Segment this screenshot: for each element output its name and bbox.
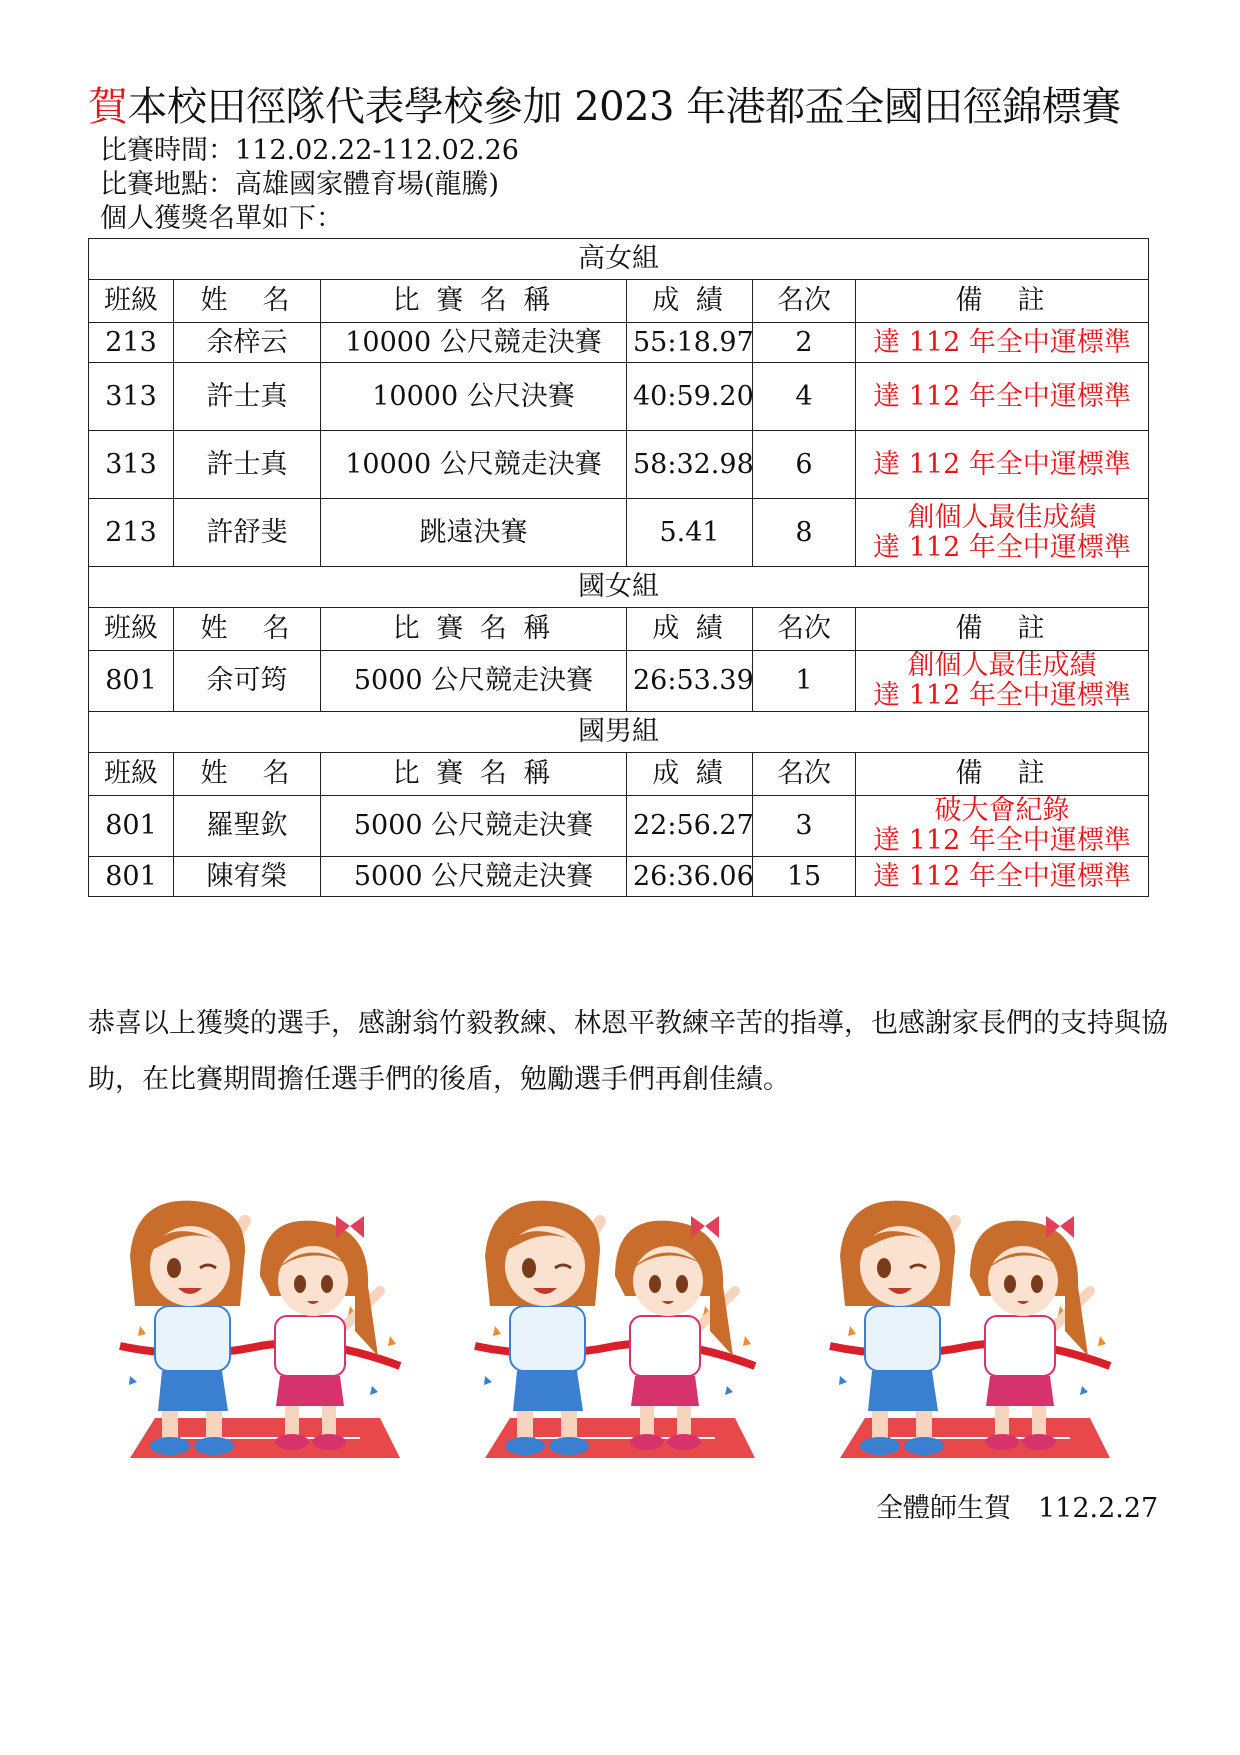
header-name: 姓 名: [174, 280, 321, 323]
signature: 全體師生賀 112.2.27: [876, 1493, 1159, 1524]
cell-event: 5000 公尺競走決賽: [321, 796, 627, 857]
cell-event: 跳遠決賽: [321, 499, 627, 567]
table-row: [89, 857, 1149, 897]
group-title: 國女組: [89, 567, 1149, 608]
cell-remark: [856, 857, 1149, 897]
cell-class: 801: [89, 796, 174, 857]
cell-name: 余梓云: [174, 323, 321, 363]
header-remark: 備 註: [856, 280, 1149, 323]
cell-remark: [856, 323, 1149, 363]
header-remark: 備 註: [856, 753, 1149, 796]
cell-name: 許士真: [174, 363, 321, 431]
cell-event: 5000 公尺競走決賽: [321, 857, 627, 897]
header-event: 比 賽 名 稱: [321, 753, 627, 796]
remark-line: 創個人最佳成績: [907, 650, 1097, 681]
cell-class: 213: [89, 499, 174, 567]
cell-rank: 8: [753, 499, 856, 567]
header-row: [89, 753, 1149, 796]
header-rank: 名次: [753, 608, 856, 651]
group-title: 高女組: [89, 239, 1149, 280]
cell-class: 313: [89, 363, 174, 431]
cell-event: 10000 公尺競走決賽: [321, 431, 627, 499]
cell-name: 許士真: [174, 431, 321, 499]
list-intro: 個人獲獎名單如下：: [100, 203, 343, 234]
table-row: [89, 323, 1149, 363]
runners-illustration: [110, 1196, 420, 1466]
title-prefix: 賀: [88, 84, 128, 130]
cell-event: 10000 公尺決賽: [321, 363, 627, 431]
header-result: 成 績: [627, 608, 753, 651]
cell-result: 26:53.39: [627, 651, 753, 712]
header-result: 成 績: [627, 753, 753, 796]
runners-illustration: [820, 1196, 1130, 1466]
cell-rank: 4: [753, 363, 856, 431]
remark-line: 達 112 年全中運標準: [873, 825, 1131, 856]
header-result: 成 績: [627, 280, 753, 323]
cell-rank: 3: [753, 796, 856, 857]
cell-rank: 1: [753, 651, 856, 712]
remark-line: 達 112 年全中運標準: [873, 380, 1131, 412]
cell-name: 許舒斐: [174, 499, 321, 567]
remark-line: 達 112 年全中運標準: [873, 680, 1131, 711]
results-table: [88, 238, 1149, 897]
competition-time: 比賽時間：112.02.22-112.02.26: [100, 135, 519, 166]
title-text: 本校田徑隊代表學校參加 2023 年港都盃全國田徑錦標賽: [127, 84, 1121, 130]
header-class: 班級: [89, 608, 174, 651]
cell-remark: [856, 499, 1149, 567]
remark-line: 破大會紀錄: [934, 795, 1070, 826]
remark-line: 達 112 年全中運標準: [873, 860, 1131, 892]
cell-class: 213: [89, 323, 174, 363]
cell-rank: 15: [753, 857, 856, 897]
header-row: [89, 280, 1149, 323]
header-rank: 名次: [753, 753, 856, 796]
cell-name: 余可筠: [174, 651, 321, 712]
cell-result: 55:18.97: [627, 323, 753, 363]
table-row: [89, 431, 1149, 499]
header-rank: 名次: [753, 280, 856, 323]
cell-result: 58:32.98: [627, 431, 753, 499]
cell-name: 羅聖欽: [174, 796, 321, 857]
runners-illustration: [465, 1196, 775, 1466]
cell-class: 801: [89, 857, 174, 897]
table-row: [89, 796, 1149, 857]
header-class: 班級: [89, 753, 174, 796]
group-title-row: [89, 239, 1149, 280]
cell-rank: 6: [753, 431, 856, 499]
group-title-row: [89, 567, 1149, 608]
header-remark: 備 註: [856, 608, 1149, 651]
table-row: [89, 363, 1149, 431]
group-title: 國男組: [89, 712, 1149, 753]
page-title: [88, 82, 1188, 132]
cell-event: 10000 公尺競走決賽: [321, 323, 627, 363]
cell-remark: [856, 796, 1149, 857]
remark-line: 達 112 年全中運標準: [873, 326, 1131, 358]
cell-class: 313: [89, 431, 174, 499]
remark-line: 達 112 年全中運標準: [873, 531, 1131, 563]
table-row: [89, 651, 1149, 712]
header-class: 班級: [89, 280, 174, 323]
cell-name: 陳宥榮: [174, 857, 321, 897]
cell-result: 22:56.27: [627, 796, 753, 857]
cell-result: 40:59.20: [627, 363, 753, 431]
header-event: 比 賽 名 稱: [321, 280, 627, 323]
cell-remark: [856, 363, 1149, 431]
header-name: 姓 名: [174, 753, 321, 796]
competition-venue: 比賽地點：高雄國家體育場(龍騰): [100, 169, 500, 200]
group-title-row: [89, 712, 1149, 753]
cell-result: 26:36.06: [627, 857, 753, 897]
header-event: 比 賽 名 稱: [321, 608, 627, 651]
header-name: 姓 名: [174, 608, 321, 651]
cell-remark: [856, 651, 1149, 712]
table-row: [89, 499, 1149, 567]
congratulations-paragraph: 恭喜以上獲獎的選手，感謝翁竹毅教練、林恩平教練辛苦的指導，也感謝家長們的支持與協助，在比賽期間擔任選手們的後盾，勉勵選手們再創佳績。: [88, 1008, 1168, 1095]
cell-rank: 2: [753, 323, 856, 363]
illustrations: [110, 1196, 1130, 1466]
cell-class: 801: [89, 651, 174, 712]
remark-line: 達 112 年全中運標準: [873, 448, 1131, 480]
cell-result: 5.41: [627, 499, 753, 567]
header-row: [89, 608, 1149, 651]
cell-event: 5000 公尺競走決賽: [321, 651, 627, 712]
remark-line: 創個人最佳成績: [907, 501, 1097, 533]
cell-remark: [856, 431, 1149, 499]
